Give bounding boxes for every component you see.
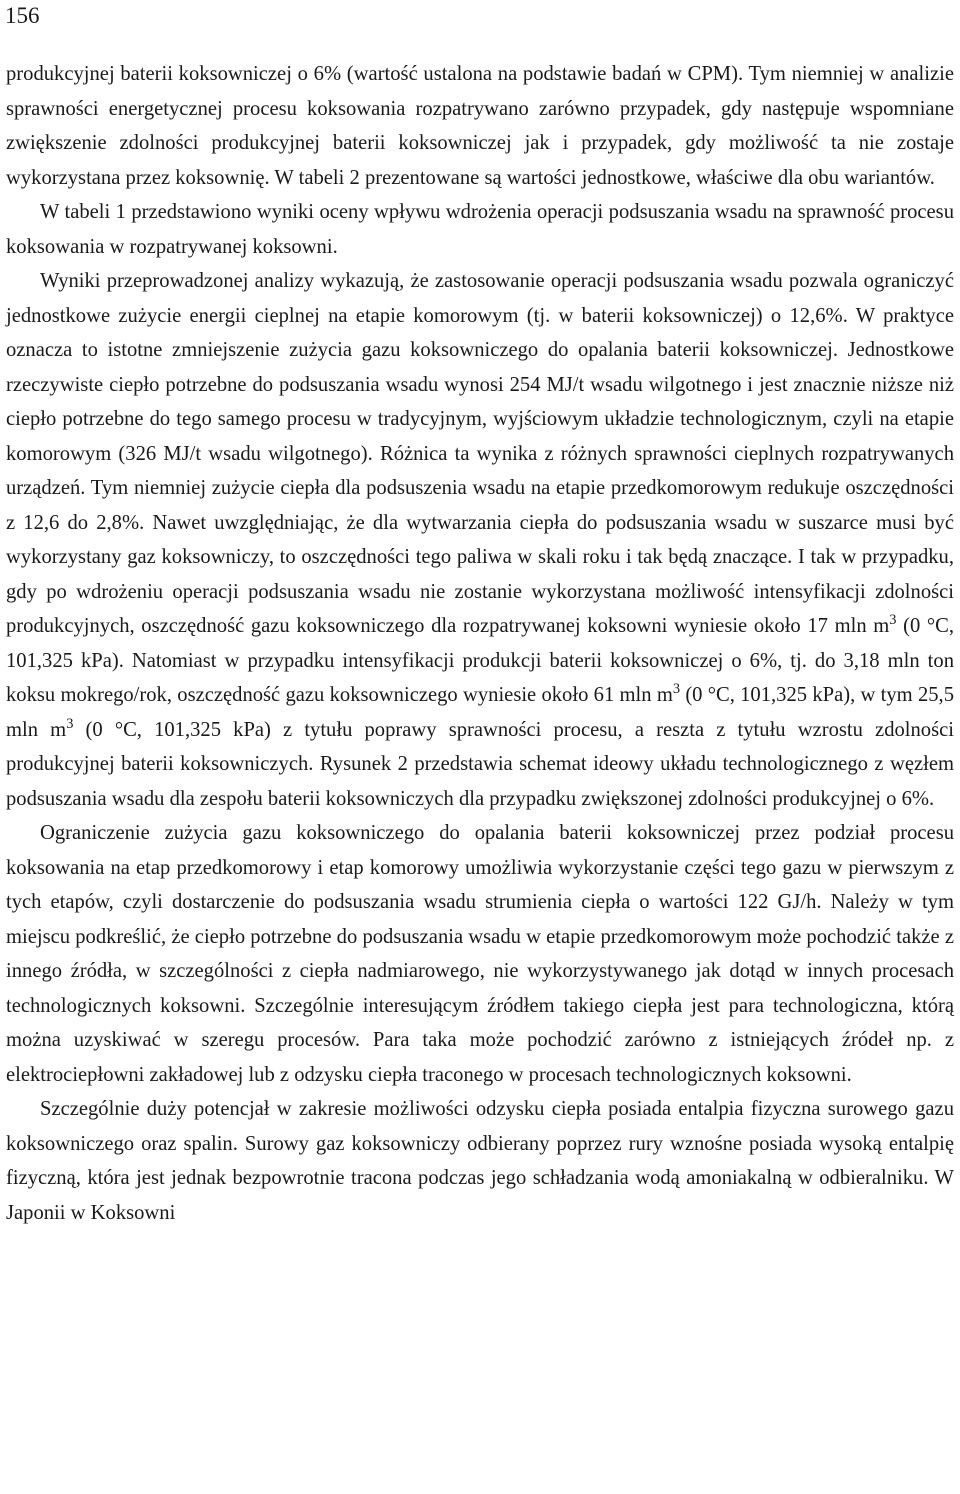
superscript: 3 xyxy=(66,715,74,732)
paragraph xyxy=(6,195,954,264)
body-text xyxy=(6,57,954,1230)
paragraph-text: W tabeli 1 przedstawiono wyniki oceny wpływu wdrożenia operacji podsuszania wsadu na sprawność procesu koksowania w rozpatrywanej koksowni. xyxy=(6,201,954,258)
paragraph xyxy=(6,816,954,1092)
paragraph-text: produkcyjnej baterii koksowniczej o 6% (wartość ustalona na podstawie badań w CPM). Tym niemniej w analizie sprawności energetycznej procesu koksowania rozpatrywano zarówno przypadek, gdy następuje wspomniane zwiększenie zdolności produkcyjnej baterii koksowniczej jak i przypadek, gdy możliwość ta nie zostaje wykorzystana przez koksownię. W tabeli 2 prezentowane są wartości jednostkowe, właściwe dla obu wariantów. xyxy=(6,63,954,189)
superscript: 3 xyxy=(672,681,681,698)
paragraph-text: Ograniczenie zużycia gazu koksowniczego do opalania baterii koksowniczej przez podział procesu koksowania na etap przedkomorowy i etap komorowy umożliwia wykorzystanie części tego gazu w pierwszym z tych etapów, czyli dostarczenie do podsuszania wsadu strumienia ciepła o wartości 122 GJ/h. Należy w tym miejscu podkreślić, że ciepło potrzebne do podsuszania wsadu w etapie przedkomorowym może pochodzić także z innego źródła, w szczególności z ciepła nadmiarowego, nie wykorzystywanego jak dotąd w innych procesach technologicznych koksowni. Szczególnie interesującym źródłem takiego ciepła jest para technologiczna, którą można uzyskiwać w szeregu procesów. Para taka może pochodzić zarówno z istniejących źródeł np. z elektrociepłowni zakładowej lub z odzysku ciepła traconego w procesach technologicznych koksowni. xyxy=(6,822,954,1086)
paragraph xyxy=(6,264,954,816)
paragraph xyxy=(6,1092,954,1230)
paragraph-text: Wyniki przeprowadzonej analizy wykazują, że zastosowanie operacji podsuszania wsadu pozwala ograniczyć jednostkowe zużycie energii cieplnej na etapie komorowym (tj. w baterii koksowniczej) o 12,6%. W praktyce oznacza to istotne zmniejszenie zużycia gazu koksowniczego do opalania baterii koksowniczej. Jednostkowe rzeczywiste ciepło potrzebne do podsuszania wsadu wynosi 254 MJ/t wsadu wilgotnego i jest znacznie niższe niż ciepło potrzebne do tego samego procesu w tradycyjnym, wyjściowym układzie technologicznym, czyli na etapie komorowym (326 MJ/t wsadu wilgotnego). Różnica ta wynika z różnych sprawności cieplnych rozpatrywanych urządzeń. Tym niemniej zużycie ciepła dla podsuszenia wsadu na etapie przedkomorowym redukuje oszczędności z 12,6 do 2,8%. Nawet uwzględniając, że dla wytwarzania ciepła do podsuszania wsadu w suszarce musi być wykorzystany gaz koksowniczy, to oszczędności tego paliwa w skali roku i tak będą znaczące. I tak w przypadku, gdy po wdrożeniu operacji podsuszania wsadu nie zostanie wykorzystana możliwość intensyfikacji zdolności produkcyjnych, oszczędność gazu koksowniczego dla rozpatrywanej koksowni wyniesie około 17 mln m xyxy=(6,270,954,637)
paragraph-text: Szczególnie duży potencjał w zakresie możliwości odzysku ciepła posiada entalpia fizyczna surowego gazu koksowniczego oraz spalin. Surowy gaz koksowniczy odbierany poprzez rury wznośne posiada wysoką entalpię fizyczną, która jest jednak bezpowrotnie tracona podczas jego schładzania wodą amoniakalną w odbieralniku. W Japonii w Koksowni xyxy=(6,1098,954,1224)
superscript: 3 xyxy=(889,612,897,629)
paragraph xyxy=(6,57,954,195)
paragraph-text: (0 °C, 101,325 kPa). Natomiast w przypadku intensyfikacji produkcji baterii koksowniczej o 6%, tj. do 3,18 mln ton koksu mokrego/rok, oszczędność gazu koksowniczego wyniesie około 61 mln m xyxy=(6,615,954,706)
paragraph-text: (0 °C, 101,325 kPa) z tytułu poprawy sprawności procesu, a reszta z tytułu wzrostu zdolności produkcyjnej baterii koksowniczych. Rysunek 2 przedstawia schemat ideowy układu technologicznego z węzłem podsuszania wsadu dla zespołu baterii koksowniczych dla przypadku zwiększonej zdolności produkcyjnej o 6%. xyxy=(6,718,954,810)
page-number: 156 xyxy=(5,3,40,28)
paragraph-text: (0 °C, 101,325 kPa), w tym 25,5 mln m xyxy=(6,684,954,741)
